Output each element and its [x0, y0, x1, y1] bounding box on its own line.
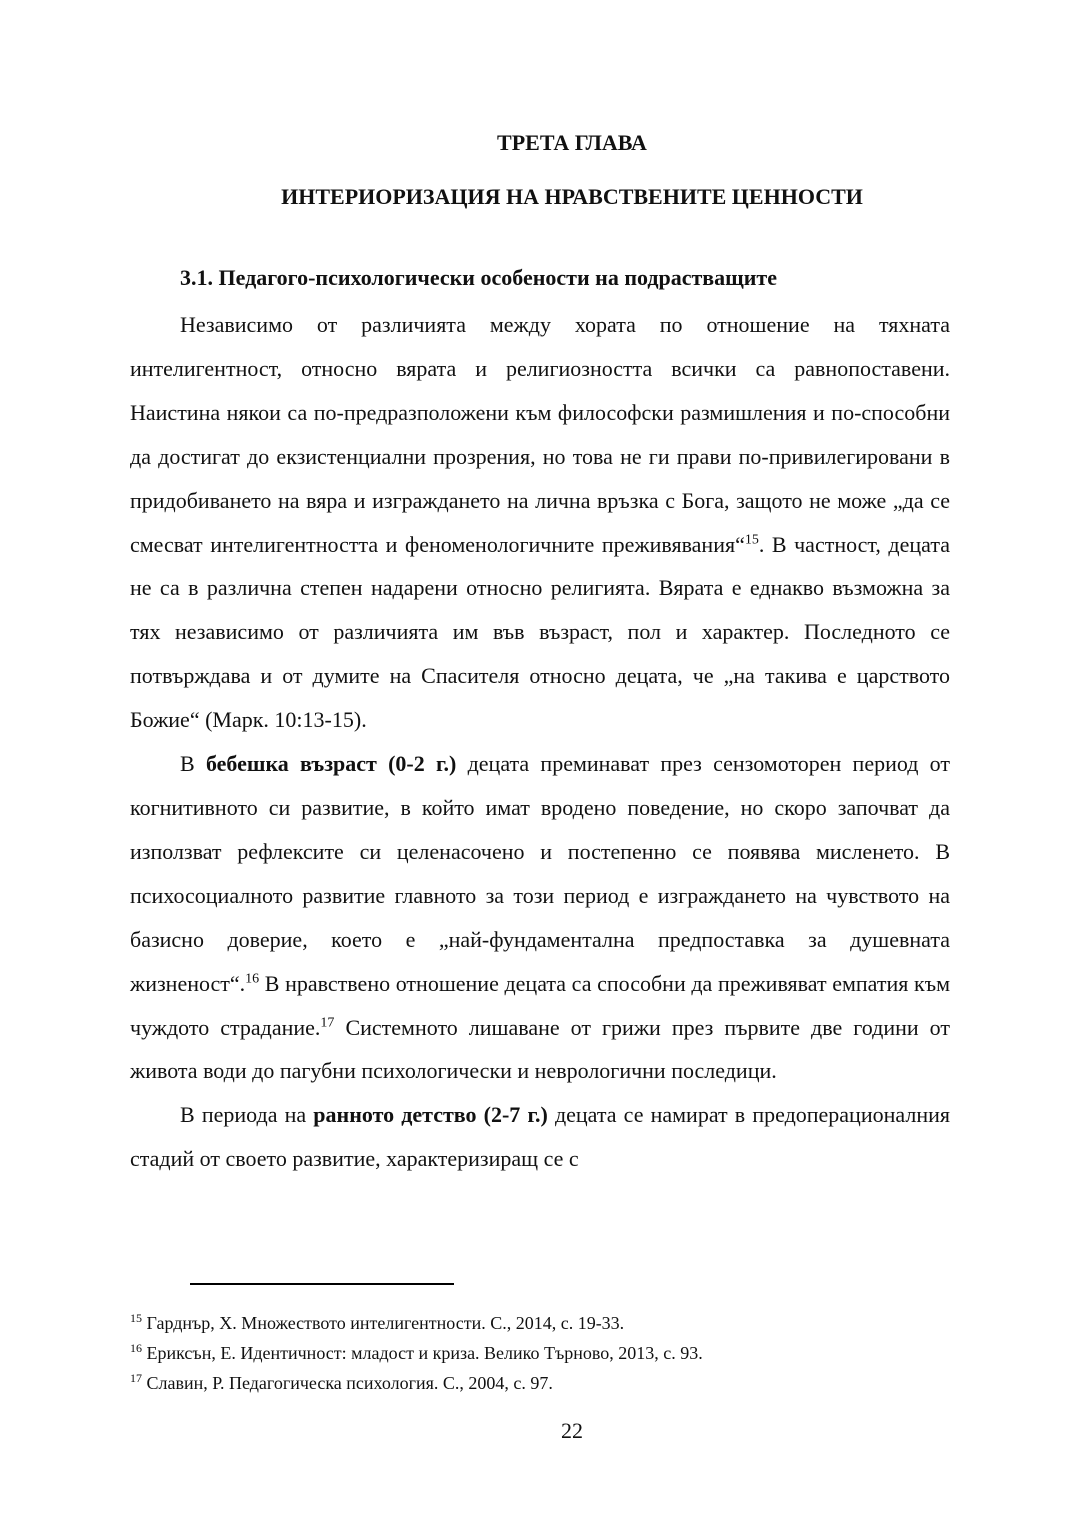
- footnote-text: Ериксън, Е. Идентичност: младост и криза. Велико Търново, 2013, с. 93.: [142, 1343, 703, 1363]
- footnotes: [130, 1308, 703, 1398]
- paragraph-2: [130, 742, 950, 1093]
- paragraph-3: [130, 1093, 950, 1181]
- footnote-15: [130, 1308, 703, 1338]
- paragraph-3-text-a: В периода на: [180, 1102, 314, 1128]
- section-heading: 3.1. Педагого-психологически особености на подрастващите: [180, 265, 777, 290]
- paragraph-2-text-c: В нравствено отношение децата са способни да преживяват емпатия към чуждото страдание.: [130, 970, 950, 1040]
- paragraph-2-text-a: В: [180, 751, 206, 777]
- footnote-17: [130, 1368, 703, 1398]
- footnote-ref-17[interactable]: 17: [320, 1015, 335, 1031]
- chapter-title: ИНТЕРИОРИЗАЦИЯ НА НРАВСТВЕНИТЕ ЦЕННОСТИ: [281, 184, 863, 209]
- chapter-label: ТРЕТА ГЛАВА: [497, 130, 647, 155]
- paragraph-3-text-b: децата се намират в предоперационалния стадий от своето развитие, характеризиращ се с: [130, 1102, 950, 1172]
- paragraph-2-emphasis: бебешка възраст (0-2 г.): [205, 751, 457, 777]
- paragraph-1-text-a: Независимо от различията между хората по отношение на тяхната интелигентност, относно вярата и религиозността всички са равнопоставени. Наистина някои са по-предразположени към философски размишления и по-способни да достигат до екзистенциални прозрения, но това не ги прави по-привилегировани в придобиването на вяра и изграждането на лична връзка с Бога, защото не може „да се смесват интелигентността и феноменологичните преживявания“: [130, 312, 950, 557]
- footnote-ref-15[interactable]: 15: [744, 532, 759, 548]
- paragraph-3-emphasis: ранното детство (2-7 г.): [313, 1102, 548, 1128]
- body-text: [130, 303, 950, 1181]
- footnote-ref-16[interactable]: 16: [245, 971, 260, 987]
- footnote-number: 15: [130, 1311, 142, 1325]
- paragraph-2-text-b: децата преминават през сензомоторен период от когнитивното си развитие, в който имат вродено поведение, но скоро започват да използват рефлексите си целенасочено и постепенно се появява мисленето. В психосоциалното развитие главното за този период е изграждането на чувството на базисно доверие, което е „най-фундаментална предпоставка за душевната жизненост“.: [130, 751, 950, 996]
- paragraph-1-text-b: . В частност, децата не са в различна степен надарени относно религията. Вярата е еднакво възможна за тях независимо от различията им във възраст, пол и характер. Последното се потвърждава и от думите на Спасителя относно децата, че „на такива е царството Божие“ (Марк. 10:13-15).: [130, 531, 950, 733]
- paragraph-2-text-d: Системното лишаване от грижи през първите две години от живота води до пагубни психологически и неврологични последици.: [130, 1014, 951, 1084]
- footnote-separator: [190, 1283, 454, 1285]
- page-number: 22: [561, 1418, 583, 1443]
- footnote-text: Гарднър, Х. Множеството интелигентности. С., 2014, с. 19-33.: [142, 1313, 625, 1333]
- footnote-number: 17: [130, 1371, 142, 1385]
- footnote-text: Славин, Р. Педагогическа психология. С., 2004, с. 97.: [142, 1373, 553, 1393]
- footnote-number: 16: [130, 1341, 142, 1355]
- footnote-16: [130, 1338, 703, 1368]
- paragraph-1: [130, 303, 950, 742]
